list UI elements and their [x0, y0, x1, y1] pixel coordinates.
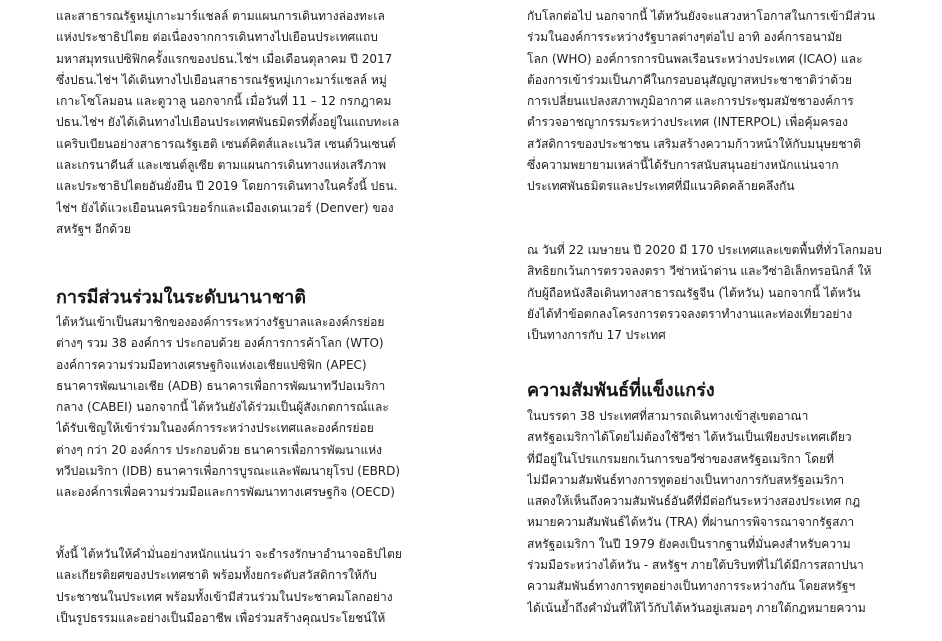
- text-line: ร่วมในองค์การระหว่างรัฐบาลต่างๆต่อไป อาทิ องค์การอนามัย: [527, 30, 843, 45]
- text-line: แห่งประชาธิปไตย ต่อเนื่องจากการเดินทางไปเยือนประเทศแถบ: [56, 30, 378, 45]
- text-line: ปธน.ไช่ฯ ยังได้เดินทางไปเยือนประเทศพันธมิตรที่ตั้งอยู่ในแถบทะเล: [56, 115, 400, 130]
- text-line: หมายความสัมพันธ์ไต้หวัน (TRA) ที่ผ่านการพิจารณาจากรัฐสภา: [527, 515, 855, 530]
- text-line: ประเทศพันธมิตรและประเทศที่มีแนวคิดคล้ายคลึงกัน: [527, 179, 795, 194]
- text-line: ประชาชนในประเทศ พร้อมทั้งเข้ามีส่วนร่วมในประชาคมโลกอย่าง: [56, 589, 393, 604]
- paragraph-us-taiwan-relations: [527, 406, 889, 619]
- text-line: ตำรวจอาชญากรรมระหว่างประเทศ (INTERPOL) เพื่อคุ้มครอง: [527, 115, 848, 130]
- text-line: และสาธารณรัฐหมู่เกาะมาร์แชลล์ ตามแผนการเดินทางล่องทะเล: [56, 9, 385, 23]
- text-line: ไต้หวันเข้าเป็นสมาชิกขององค์การระหว่างรัฐบาลและองค์กรย่อย: [56, 315, 385, 329]
- text-line: ธนาคารพัฒนาเอเชีย (ADB) ธนาคารเพื่อการพัฒนาทวีปอเมริกา: [56, 378, 386, 393]
- text-line: ต้องการเข้าร่วมเป็นภาคีในกรอบอนุสัญญาสหประชาชาติว่าด้วย: [527, 72, 852, 87]
- text-line: ทั้งนี้ ไต้หวันให้คำมั่นอย่างหนักแน่นว่า จะธำรงรักษาอำนาจอธิปไตย: [56, 547, 402, 561]
- text-line: กลาง (CABEI) นอกจากนี้ ไต้หวันยังได้ร่วมเป็นผู้สังเกตการณ์และ: [56, 400, 389, 415]
- text-line: ต่างๆ กว่า 20 องค์การ ประกอบด้วย ธนาคารเพื่อการพัฒนาแห่ง: [56, 442, 382, 457]
- text-line: องค์การความร่วมมือทางเศรษฐกิจแห่งเอเชียแปซิฟิก (APEC): [56, 357, 367, 372]
- heading-international-participation: การมีส่วนร่วมในระดับนานาชาติ: [56, 287, 306, 308]
- text-line: มหาสมุทรแปซิฟิกครั้งแรกของปธน.ไช่ฯ เมื่อเดือนตุลาคม ปี 2017: [56, 51, 393, 66]
- text-line: และเกรนาดีนส์ และเซนต์ลูเซีย ตามแผนการเดินทางแห่งเสรีภาพ: [56, 158, 387, 173]
- heading-strong-relations: ความสัมพันธ์ที่แข็งแกร่ง: [527, 380, 715, 401]
- text-line: กับโลกต่อไป นอกจากนี้ ไต้หวันยังจะแสวงหาโอกาสในการเข้ามีส่วน: [527, 9, 876, 23]
- text-line: และเกียรติยศของประเทศชาติ พร้อมทั้งยกระดับสวัสดิการให้กับ: [56, 568, 377, 583]
- paragraph-international-organizations: [56, 312, 418, 504]
- text-line: ไม่มีความสัมพันธ์ทางการทูตอย่างเป็นทางการกับสหรัฐอเมริกา: [527, 472, 845, 487]
- paragraph-visa-exemption: [527, 240, 889, 346]
- text-line: และประชาธิปไตยอันยั่งยืน ปี 2019 โดยการเดินทางในครั้งนี้ ปธน.: [56, 179, 398, 194]
- text-line: ไช่ฯ ยังได้แวะเยือนนครนิวยอร์กและเมืองเดนเวอร์ (Denver) ของ: [56, 200, 394, 215]
- text-line: สหรัฐอเมริกา ในปี 1979 ยังคงเป็นรากฐานที่มั่นคงสำหรับความ: [527, 536, 851, 551]
- text-line: และองค์การเพื่อความร่วมมือและการพัฒนาทางเศรษฐกิจ (OECD): [56, 485, 395, 500]
- text-line: สวัสดิการของประชาชน เสริมสร้างความก้าวหน้าให้กับมนุษยชาติ: [527, 136, 861, 151]
- text-line: สหรัฐฯ อีกด้วย: [56, 221, 131, 236]
- text-line: ในบรรดา 38 ประเทศที่สามารถเดินทางเข้าสู่เขตอาณา: [527, 409, 809, 423]
- text-line: เป็นรูปธรรมและอย่างเป็นมืออาชีพ เพื่อร่วมสร้างคุณประโยชน์ให้: [56, 610, 386, 625]
- paragraph-global-organizations: [527, 6, 889, 198]
- section-heading-international: [56, 282, 418, 311]
- text-line: ณ วันที่ 22 เมษายน ปี 2020 มี 170 ประเทศและเขตพื้นที่ทั่วโลกมอบ: [527, 243, 882, 257]
- text-line: ต่างๆ รวม 38 องค์การ ประกอบด้วย องค์การการค้าโลก (WTO): [56, 336, 384, 351]
- section-heading-relations: [527, 375, 889, 404]
- text-line: ร่วมมือระหว่างไต้หวัน - สหรัฐฯ ภายใต้บริบทที่ไม่ได้มีการสถาปนา: [527, 558, 864, 573]
- text-line: ที่มีอยู่ในโปรแกรมยกเว้นการขอวีซ่าของสหรัฐอเมริกา โดยที่: [527, 451, 835, 466]
- text-line: ความสัมพันธ์ทางการทูตอย่างเป็นทางการระหว่างกัน โดยสหรัฐฯ: [527, 579, 856, 594]
- text-line: ได้รับเชิญให้เข้าร่วมในองค์การระหว่างประเทศและองค์กรย่อย: [56, 421, 374, 436]
- text-line: ได้เน้นย้ำถึงคำมั่นที่ให้ไว้กับไต้หวันอยู่เสมอๆ ภายใต้กฎหมายความ: [527, 600, 866, 615]
- text-line: กับผู้ถือหนังสือเดินทางสาธารณรัฐจีน (ไต้หวัน) นอกจากนี้ ไต้หวัน: [527, 285, 861, 300]
- text-line: เป็นทางการกับ 17 ประเทศ: [527, 328, 666, 343]
- paragraph-presidential-visits: [56, 6, 418, 240]
- text-line: เกาะโซโลมอน และตูวาลู นอกจากนี้ เมื่อวันที่ 11 – 12 กรกฎาคม: [56, 94, 392, 109]
- text-line: ทวีปอเมริกา (IDB) ธนาคารเพื่อการบูรณะและพัฒนายุโรป (EBRD): [56, 464, 401, 479]
- text-line: ยังได้ทำข้อตกลงโครงการตรวจลงตราทำงานและท่องเที่ยวอย่าง: [527, 306, 853, 321]
- text-line: ซึ่งความพยายามเหล่านี้ได้รับการสนับสนุนอย่างหนักแน่นจาก: [527, 158, 839, 173]
- text-line: ซึ่งปธน.ไช่ฯ ได้เดินทางไปเยือนสาธารณรัฐหมู่เกาะมาร์แชลล์ หมู่: [56, 72, 387, 87]
- text-line: สหรัฐอเมริกาได้โดยไม่ต้องใช้วีซ่า ไต้หวันเป็นเพียงประเทศเดียว: [527, 430, 852, 445]
- text-line: โลก (WHO) องค์การการบินพลเรือนระหว่างประเทศ (ICAO) และ: [527, 51, 863, 66]
- text-line: การเปลี่ยนแปลงสภาพภูมิอากาศ และการประชุมสมัชชาองค์การ: [527, 94, 854, 109]
- text-line: แสดงให้เห็นถึงความสัมพันธ์อันดีที่มีต่อกันระหว่างสองประเทศ กฎ: [527, 494, 861, 509]
- text-line: แคริบเบียนอย่างสาธารณรัฐเฮติ เซนต์คิตส์และเนวิส เซนต์วินเซนต์: [56, 136, 396, 151]
- text-line: สิทธิยกเว้นการตรวจลงตรา วีซ่าหน้าด่าน และวีซ่าอิเล็กทรอนิกส์ ให้: [527, 264, 872, 279]
- paragraph-sovereignty-commitment: [56, 544, 418, 629]
